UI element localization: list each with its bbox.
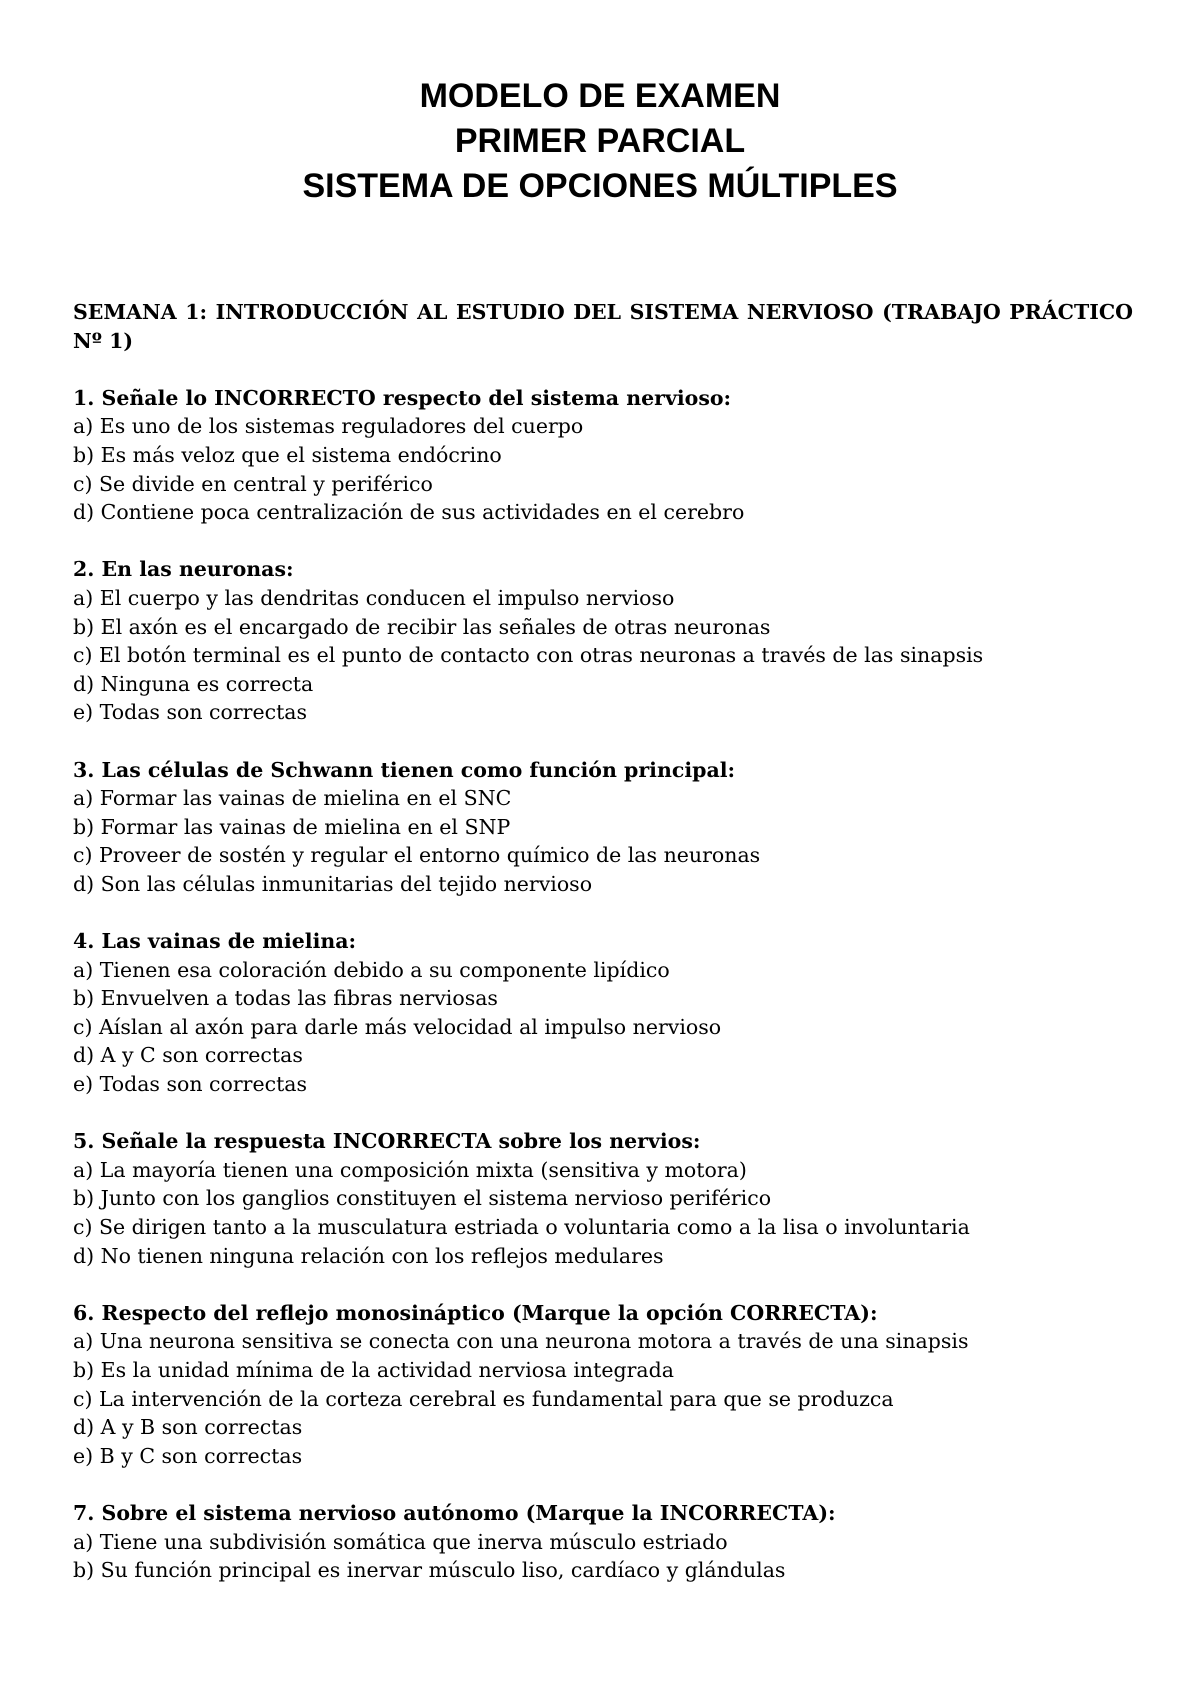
question-option: c) El botón terminal es el punto de contacto con otras neuronas a través de las sinapsis — [73, 643, 984, 668]
question-4 — [73, 927, 1133, 1099]
week-heading: SEMANA 1: INTRODUCCIÓN AL ESTUDIO DEL SISTEMA NERVIOSO (TRABAJO PRÁCTICO Nº 1) — [73, 300, 1133, 353]
question-title: 5. Señale la respuesta INCORRECTA sobre los nervios: — [73, 1129, 701, 1154]
question-option: b) Es la unidad mínima de la actividad nerviosa integrada — [73, 1357, 674, 1382]
exam-content — [73, 298, 1133, 1613]
question-option: c) Proveer de sostén y regular el entorno químico de las neuronas — [73, 843, 761, 868]
question-title: 2. En las neuronas: — [73, 557, 294, 582]
question-option: c) Se divide en central y periférico — [73, 471, 433, 496]
question-option: b) Es más veloz que el sistema endócrino — [73, 442, 502, 467]
question-option: d) No tienen ninguna relación con los reflejos medulares — [73, 1243, 664, 1268]
title-line-3: SISTEMA DE OPCIONES MÚLTIPLES — [302, 167, 898, 205]
question-option: d) Contiene poca centralización de sus actividades en el cerebro — [73, 500, 745, 525]
question-option: a) El cuerpo y las dendritas conducen el impulso nervioso — [73, 585, 675, 610]
question-7 — [73, 1499, 1133, 1585]
question-option: b) El axón es el encargado de recibir las señales de otras neuronas — [73, 614, 771, 639]
question-1 — [73, 384, 1133, 527]
question-option: e) Todas son correctas — [73, 700, 308, 725]
question-option: e) Todas son correctas — [73, 1072, 308, 1097]
question-list — [73, 384, 1133, 1585]
question-option: d) Son las células inmunitarias del tejido nervioso — [73, 871, 593, 896]
title-line-2: PRIMER PARCIAL — [454, 122, 746, 160]
question-option: d) Ninguna es correcta — [73, 671, 314, 696]
question-title: 7. Sobre el sistema nervioso autónomo (Marque la INCORRECTA): — [73, 1500, 836, 1525]
question-option: c) Se dirigen tanto a la musculatura estriada o voluntaria como a la lisa o involuntaria — [73, 1215, 970, 1239]
question-option: e) B y C son correctas — [73, 1443, 303, 1468]
question-option: d) A y C son correctas — [73, 1043, 303, 1068]
question-option: a) Formar las vainas de mielina en el SNC — [73, 786, 512, 811]
question-option: b) Su función principal es inervar músculo liso, cardíaco y glándulas — [73, 1558, 786, 1583]
title-line-1: MODELO DE EXAMEN — [419, 77, 781, 115]
question-title: 4. Las vainas de mielina: — [73, 929, 357, 954]
question-5 — [73, 1127, 1133, 1270]
question-option: a) Tiene una subdivisión somática que inerva músculo estriado — [73, 1529, 728, 1554]
question-option: b) Junto con los ganglios constituyen el sistema nervioso periférico — [73, 1186, 772, 1211]
question-6 — [73, 1299, 1133, 1471]
question-title: 3. Las células de Schwann tienen como función principal: — [73, 757, 736, 782]
question-title: 1. Señale lo INCORRECTO respecto del sistema nervioso: — [73, 385, 732, 410]
question-option: a) La mayoría tienen una composición mixta (sensitiva y motora) — [73, 1157, 747, 1182]
document-title — [0, 74, 1200, 209]
question-option: c) Aíslan al axón para darle más velocidad al impulso nervioso — [73, 1014, 722, 1039]
question-3 — [73, 756, 1133, 899]
question-option: a) Es uno de los sistemas reguladores del cuerpo — [73, 414, 584, 439]
question-option: b) Formar las vainas de mielina en el SNP — [73, 814, 511, 839]
question-option: a) Una neurona sensitiva se conecta con una neurona motora a través de una sinapsis — [73, 1329, 969, 1354]
question-title: 6. Respecto del reflejo monosináptico (Marque la opción CORRECTA): — [73, 1300, 878, 1325]
question-option: b) Envuelven a todas las fibras nerviosas — [73, 986, 498, 1011]
question-option: c) La intervención de la corteza cerebral es fundamental para que se produzca — [73, 1386, 894, 1411]
question-option: a) Tienen esa coloración debido a su componente lipídico — [73, 957, 670, 982]
question-option: d) A y B son correctas — [73, 1415, 303, 1440]
question-2 — [73, 555, 1133, 727]
